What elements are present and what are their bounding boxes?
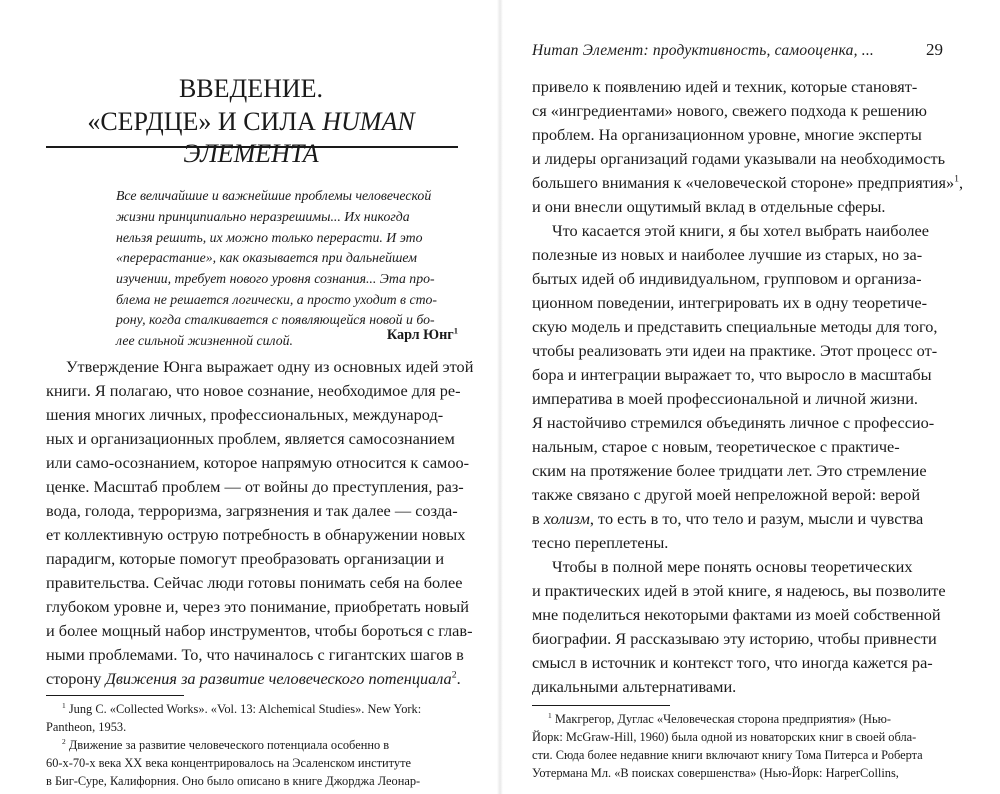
chapter-title-line2-start: «СЕРДЦЕ» И СИЛА xyxy=(87,107,323,136)
body-line: ским на протяжение более тридцати лет. Это стремление xyxy=(532,461,927,480)
body-line: и они внесли ощутимый вклад в отдельные сферы. xyxy=(532,197,886,216)
right-page-footnotes xyxy=(500,0,1000,794)
body-line: бора и интеграции выражает то, что выросло в масштабы xyxy=(532,365,932,384)
body-line: бытых идей об индивидуальном, групповом и организа- xyxy=(532,269,922,288)
body-text: , то есть в то, что тело и разум, мысли и чувства xyxy=(589,509,924,528)
body-text: сторону xyxy=(46,669,106,688)
epigraph-line: нельзя решить, их можно только перерасти. И это xyxy=(116,230,423,245)
body-line: и лидеры организаций годами указывали на необходимость xyxy=(532,149,946,168)
footnote-line: 60-х-70-х века XX века концентрировалось на Эсаленском институте xyxy=(46,756,411,770)
footnote-ref: 1 xyxy=(954,173,960,185)
body-line: шения многих личных, профессиональных, международ- xyxy=(46,405,444,424)
footnote-line xyxy=(46,772,420,790)
body-line: книги. Я полагаю, что новое сознание, необходимое для ре- xyxy=(46,381,461,400)
body-text: в xyxy=(532,509,544,528)
body-line: правительства. Сейчас люди готовы понимать себя на более xyxy=(46,573,463,592)
footnote-rule xyxy=(532,705,670,706)
body-italic-text: Движения за развитие человеческого потенциала xyxy=(105,669,452,688)
footnote-line: Уотермана Мл. «В поисках совершенства» (Нью-Йорк: HarperCollins, xyxy=(532,766,899,780)
page-number: 29 xyxy=(926,40,943,59)
body-line: или само-осознанием, которое напрямую относится к самоо- xyxy=(46,453,470,472)
body-line: биографии. Я рассказываю эту историю, чтобы привнести xyxy=(532,629,937,648)
footnote-line: сти. Сюда более недавние книги включают книгу Тома Питерса и Роберта xyxy=(532,748,923,762)
body-line: также связано с другой моей непреложной верой: верой xyxy=(532,485,921,504)
body-line: вода, голода, терроризма, загрязнения и так далее — созда- xyxy=(46,501,458,520)
body-line: Утверждение Юнга выражает одну из основных идей этой xyxy=(66,357,474,376)
body-text: . xyxy=(456,669,461,688)
body-line: глубоком уровне и, через это понимание, приобретать новый xyxy=(46,597,469,616)
footnote-text: Макгрегор, Дуглас «Человеческая сторона предприятия» (Нью- xyxy=(554,712,891,726)
body-line: императива в моей профессиональной и личной жизни. xyxy=(532,389,918,408)
chapter-title-line1: ВВЕДЕНИЕ. xyxy=(178,74,324,103)
running-head: Human Элемент: продуктивность, самооценка, ... xyxy=(532,42,874,59)
body-line: и практических идей в этой книге, я надеюсь, вы позволите xyxy=(532,581,946,600)
body-line: скую модель и представить специальные методы для того, xyxy=(532,317,938,336)
body-line: смысл в источник и контекст того, что иногда кажется ра- xyxy=(532,653,933,672)
epigraph-line: изучении, требует нового уровня сознания... Эта про- xyxy=(116,271,435,286)
body-line: тесно переплетены. xyxy=(532,533,669,552)
footnote-number: 2 xyxy=(62,736,66,746)
chapter-title-line2-italic: HUMAN ЭЛЕМЕНТА xyxy=(183,107,415,168)
body-line: ционном поведении, интегрировать их в одну теоретиче- xyxy=(532,293,927,312)
footnote-line: Йорк: McGraw-Hill, 1960) была одной из новаторских книг в своей обла- xyxy=(532,730,917,744)
footnote-number: 1 xyxy=(548,710,552,720)
footnote-number: 1 xyxy=(62,700,66,710)
epigraph-line: жизни принципиально неразрешимы... Их никогда xyxy=(116,209,410,224)
footnote-line xyxy=(548,710,891,728)
body-line: ными проблемами. То, что начиналось с гигантских шагов в xyxy=(46,645,464,664)
footnote-text: в Биг-Суре, Калифорния. Оно было описано в книге Джорджа Леонар- xyxy=(46,774,421,788)
footnote-text: Jung C. «Collected Works». «Vol. 13: Alchemical Studies». New York: xyxy=(68,702,422,716)
epigraph-author-name: Карл Юнг xyxy=(386,327,454,343)
footnote-line: Pantheon, 1953. xyxy=(46,720,127,734)
body-text: большего внимания к «человеческой стороне» предприятия» xyxy=(532,173,955,192)
body-text: , xyxy=(959,173,964,192)
epigraph-line: блема не решается логически, а просто уходит в сто- xyxy=(116,292,438,307)
body-line: и более мощный набор инструментов, чтобы бороться с глав- xyxy=(46,621,473,640)
body-line: проблем. На организационном уровне, многие эксперты xyxy=(532,125,922,144)
epigraph-line: лее сильной жизненной силой. xyxy=(116,333,293,348)
body-line: мне поделиться некоторыми фактами из моей собственной xyxy=(532,605,941,624)
epigraph-line: рону, когда сталкивается с появляющейся новой и бо- xyxy=(116,312,435,327)
body-line: привело к появлению идей и техник, которые становят- xyxy=(532,77,918,96)
body-italic-text: холизм xyxy=(543,509,590,528)
body-line: ценке. Масштаб проблем — от войны до преступления, раз- xyxy=(46,477,464,496)
body-line: парадигм, которые помогут преобразовать организации и xyxy=(46,549,445,568)
epigraph-line: «перерастание», как оказывается при дальнейшем xyxy=(116,250,417,265)
body-line: ных и организационных проблем, является самосознанием xyxy=(46,429,455,448)
body-line: Чтобы в полной мере понять основы теоретических xyxy=(552,557,913,576)
body-line: нальным, старое с новым, теоретическое с практиче- xyxy=(532,437,900,456)
body-line: ет коллективную острую потребность в обнаружении новых xyxy=(46,525,466,544)
body-line: полезные из новых и наиболее лучшие из старых, но за- xyxy=(532,245,923,264)
body-line: дикальными альтернативами. xyxy=(532,677,737,696)
body-line: Что касается этой книги, я бы хотел выбрать наиболее xyxy=(552,221,929,240)
body-line: ся «ингредиентами» нового, свежего подхода к решению xyxy=(532,101,927,120)
body-line: Я настойчиво стремился объединять личное с профессио- xyxy=(532,413,935,432)
footnote-ref: 1 xyxy=(453,325,458,336)
footnote-ref: 2 xyxy=(451,669,457,681)
footnote-text: Движение за развитие человеческого потенциала особенно в xyxy=(68,738,390,752)
epigraph-line: Все величайшие и важнейшие проблемы человеческой xyxy=(116,188,432,203)
body-line: чтобы реализовать эти идеи на практике. Этот процесс от- xyxy=(532,341,938,360)
